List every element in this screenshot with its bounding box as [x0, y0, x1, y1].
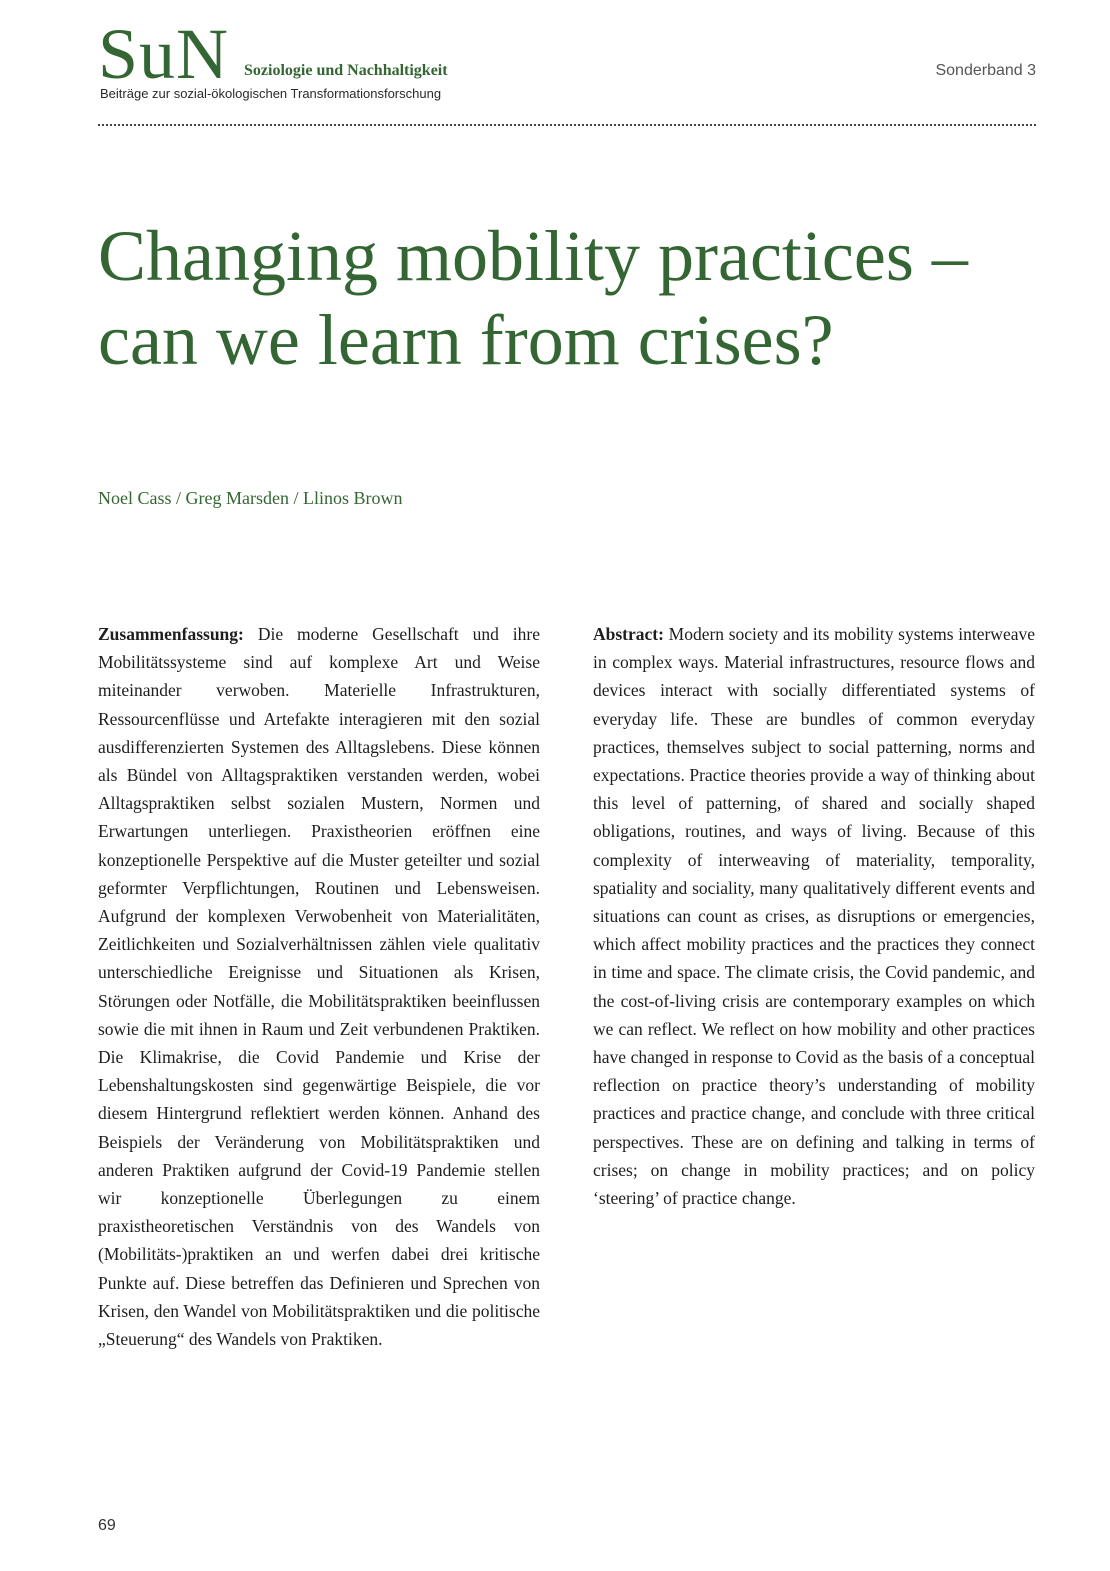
page-number: 69	[98, 1517, 116, 1534]
header-divider	[98, 124, 1036, 126]
journal-logo: SuN	[98, 14, 230, 94]
abstract-label: Abstract:	[593, 624, 664, 644]
journal-name: Soziologie und Nachhaltigkeit	[244, 62, 448, 79]
abstract-text: Modern society and its mobility systems interweave in complex ways. Material infrastructures, resource flows and devices interact with socially differentiated systems of everyday life. These are bundles of common everyday practices, themselves subject to social patterning, norms and expectations. Practice theories provide a way of thinking about this level of patterning, of shared and socially shaped obligations, routines, and ways of living. Because of this complexity of interweaving of materiality, temporality, spatiality and sociality, many qualitatively different events and situations can count as crises, as disruptions or emergencies, which affect mobility practices and the practices they connect in time and space. The climate crisis, the Covid pandemic, and the cost-of-living crisis are contemporary examples on which we can reflect. We reflect on how mobility and other practices have changed in response to Covid as the basis of a conceptual reflection on practice theory’s understanding of mobility practices and practice change, and conclude with three critical perspectives. These are on defining and talking in terms of crises; on change in mobility practices; and on policy ‘steering’ of practice change.	[593, 624, 1035, 1209]
journal-subtitle: Beiträge zur sozial-ökologischen Transformationsforschung	[100, 86, 442, 101]
volume-label: Sonderband 3	[935, 62, 1036, 79]
journal-header	[98, 14, 1036, 110]
summary-label: Zusammenfassung:	[98, 624, 244, 644]
abstract-english	[593, 620, 1035, 1212]
summary-text: Die moderne Gesellschaft und ihre Mobilitätssysteme sind auf komplexe Art und Weise miteinander verwoben. Materielle Infrastrukturen, Ressourcenflüsse und Artefakte interagieren mit den sozial ausdifferenzierten Systemen des Alltagslebens. Diese können als Bündel von Alltagspraktiken verstanden werden, wobei Alltagspraktiken selbst sozialen Mustern, Normen und Erwartungen unterliegen. Praxistheorien eröffnen eine konzeptionelle Perspektive auf die Muster geteilter und sozial geformter Verpflichtungen, Routinen und Lebensweisen. Aufgrund der komplexen Verwobenheit von Materialitäten, Zeitlichkeiten und Sozialverhältnissen zählen viele qualitativ unterschiedliche Ereignisse und Situationen als Krisen, Störungen oder Notfälle, die Mobilitätspraktiken beeinflussen sowie die mit ihnen in Raum und Zeit verbundenen Praktiken. Die Klimakrise, die Covid Pandemie und Krise der Lebenshaltungskosten sind gegenwärtige Beispiele, die vor diesem Hintergrund reflektiert werden können. Anhand des Beispiels der Veränderung von Mobilitätspraktiken und anderen Praktiken aufgrund der Covid-19 Pandemie stellen wir konzeptionelle Überlegungen zu einem praxistheoretischen Verständnis von des Wandels von (Mobilitäts-)praktiken an und werfen dabei drei kritische Punkte auf. Diese betreffen das Definieren und Sprechen von Krisen, den Wandel von Mobilitätspraktiken und die politische „Steuerung“ des Wandels von Praktiken.	[98, 624, 540, 1350]
summary-german	[98, 620, 540, 1353]
article-title: Changing mobility practices – can we learn from crises?	[98, 216, 968, 380]
article-authors: Noel Cass / Greg Marsden / Llinos Brown	[98, 488, 403, 508]
